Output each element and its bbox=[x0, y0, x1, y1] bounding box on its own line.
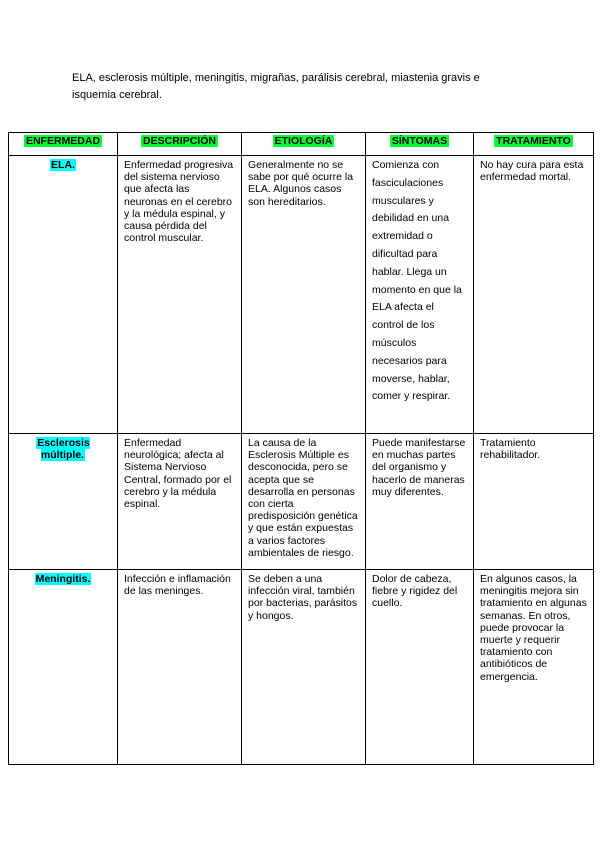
intro-line-2: isquemia cerebral. bbox=[72, 89, 162, 101]
symptoms-cell: Puede manifestarse en muchas partes del organismo y hacerlo de maneras muy diferentes. bbox=[366, 434, 474, 570]
header-descripcion bbox=[118, 133, 242, 156]
disease-name: Meningitis. bbox=[35, 573, 91, 585]
header-label: ETIOLOGÍA bbox=[274, 135, 333, 147]
etiology-cell: La causa de la Esclerosis Múltiple es desconocida, pero se acepta que se desarrolla en personas con cierta predisposición genética y que están expuestas a varios factores ambientales de riesgo. bbox=[242, 434, 366, 570]
treatment-cell: Tratamiento rehabilitador. bbox=[474, 434, 594, 570]
header-label: DESCRIPCIÓN bbox=[143, 135, 216, 147]
header-sintomas bbox=[366, 133, 474, 156]
disease-name: Esclerosis múltiple. bbox=[37, 437, 90, 461]
disease-name-cell bbox=[9, 570, 118, 765]
intro-line-1: ELA, esclerosis múltiple, meningitis, migrañas, parálisis cerebral, miastenia gravis e bbox=[72, 72, 480, 84]
header-label: SÍNTOMAS bbox=[391, 135, 448, 147]
disease-name-cell bbox=[9, 434, 118, 570]
header-enfermedad bbox=[9, 133, 118, 156]
etiology-cell: Generalmente no se sabe por qué ocurre la ELA. Algunos casos son hereditarios. bbox=[242, 156, 366, 434]
treatment-cell: En algunos casos, la meningitis mejora sin tratamiento en algunas semanas. En otros, puede provocar la muerte y requerir tratamiento con antibióticos de emergencia. bbox=[474, 570, 594, 765]
header-label: TRATAMIENTO bbox=[496, 135, 571, 147]
table-row bbox=[9, 434, 594, 570]
table-row bbox=[9, 570, 594, 765]
symptoms-cell: Comienza con fasciculaciones musculares y debilidad en una extremidad o dificultad para hablar. Llega un momento en que la ELA afecta el control de los músculos necesarios para moverse, hablar, comer y respirar. bbox=[366, 156, 474, 434]
disease-name-cell bbox=[9, 156, 118, 434]
treatment-cell: No hay cura para esta enfermedad mortal. bbox=[474, 156, 594, 434]
diseases-table bbox=[8, 132, 594, 765]
symptoms-cell: Dolor de cabeza, fiebre y rigidez del cuello. bbox=[366, 570, 474, 765]
disease-name: ELA. bbox=[51, 159, 75, 171]
header-label: ENFERMEDAD bbox=[25, 135, 101, 147]
table-row bbox=[9, 156, 594, 434]
etiology-cell: Se deben a una infección viral, también por bacterias, parásitos y hongos. bbox=[242, 570, 366, 765]
header-tratamiento bbox=[474, 133, 594, 156]
description-cell: Enfermedad progresiva del sistema nervioso que afecta las neuronas en el cerebro y la médula espinal, y causa pérdida del control muscular. bbox=[118, 156, 242, 434]
table-header-row bbox=[9, 133, 594, 156]
description-cell: Infección e inflamación de las meninges. bbox=[118, 570, 242, 765]
description-cell: Enfermedad neurológica; afecta al Sistema Nervioso Central, formado por el cerebro y la médula espinal. bbox=[118, 434, 242, 570]
header-etiologia bbox=[242, 133, 366, 156]
intro-paragraph bbox=[72, 70, 512, 104]
